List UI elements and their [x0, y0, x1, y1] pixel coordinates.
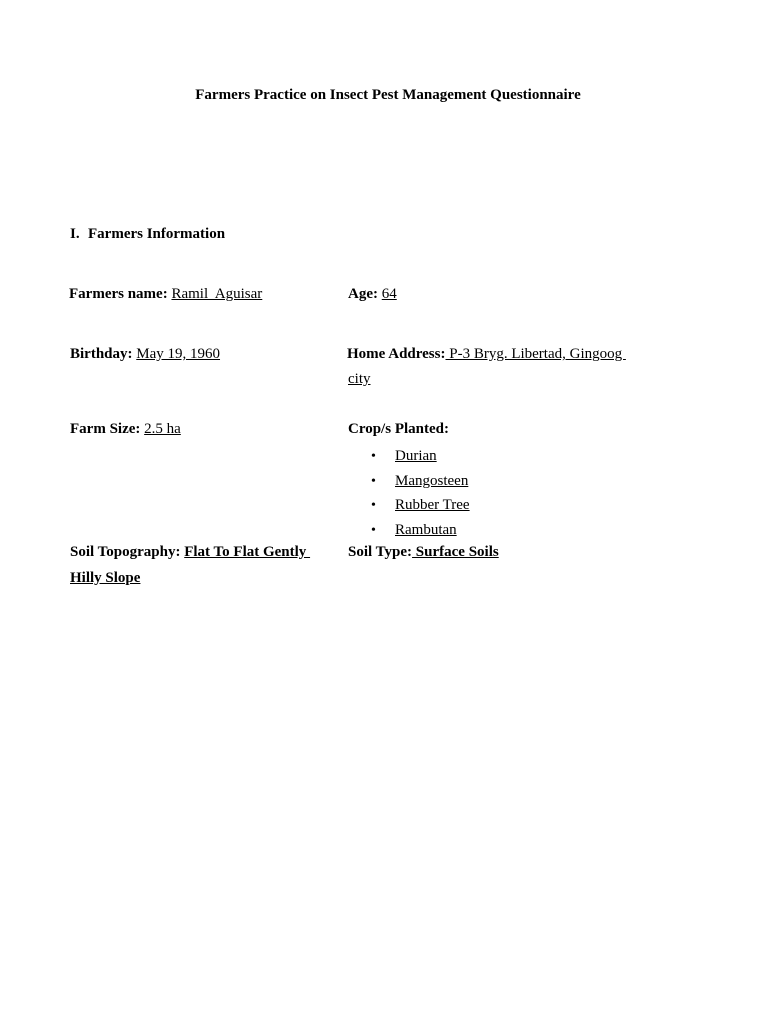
list-item [371, 471, 470, 496]
age-value: 64 [381, 286, 397, 302]
document-title: Farmers Practice on Insect Pest Management Questionnaire [195, 87, 581, 103]
soil-topography-value-line2: Hilly Slope [70, 570, 141, 586]
bullet-icon: • [371, 522, 376, 538]
farmer-name-value: Ramil Aguisar [171, 286, 263, 302]
birthday-value: May 19, 1960 [136, 346, 221, 362]
list-item [371, 446, 470, 471]
section-heading: Farmers Information [88, 226, 226, 242]
list-item [371, 520, 470, 545]
home-address-value-line2: city [348, 371, 371, 387]
farmer-name-field [69, 286, 262, 303]
bullet-icon: • [371, 449, 376, 464]
home-address-label: Home Address: [347, 346, 446, 362]
list-item [371, 495, 470, 520]
home-address-field [347, 346, 626, 363]
crop-item: Rubber Tree [395, 497, 470, 513]
soil-topography-field [70, 544, 310, 561]
crops-list [371, 446, 470, 544]
crop-item: Mangosteen [395, 472, 469, 489]
farmer-name-label: Farmers name: [69, 286, 168, 302]
crops-planted-label: Crop/s Planted: [348, 421, 449, 437]
soil-topography-label: Soil Topography: [70, 544, 181, 560]
age-label: Age: [348, 286, 378, 302]
bullet-icon: • [371, 473, 376, 489]
soil-topography-value-line1: Flat To Flat Gently [184, 544, 311, 560]
farm-size-label: Farm Size: [70, 421, 141, 437]
birthday-field [70, 346, 220, 363]
birthday-label: Birthday: [70, 346, 133, 362]
farm-size-value: 2.5 ha [144, 421, 181, 437]
soil-type-field [348, 544, 499, 561]
soil-type-label: Soil Type: [348, 544, 413, 560]
age-field [348, 286, 397, 303]
crop-item: Durian [395, 448, 437, 464]
home-address-value-line1: P-3 Bryg. Libertad, Gingoog [445, 346, 626, 362]
section-number: I. [70, 226, 80, 242]
bullet-icon: • [371, 498, 376, 513]
soil-type-value: Surface Soils [412, 544, 499, 560]
crop-item: Rambutan [395, 521, 457, 538]
farm-size-field [70, 421, 181, 438]
